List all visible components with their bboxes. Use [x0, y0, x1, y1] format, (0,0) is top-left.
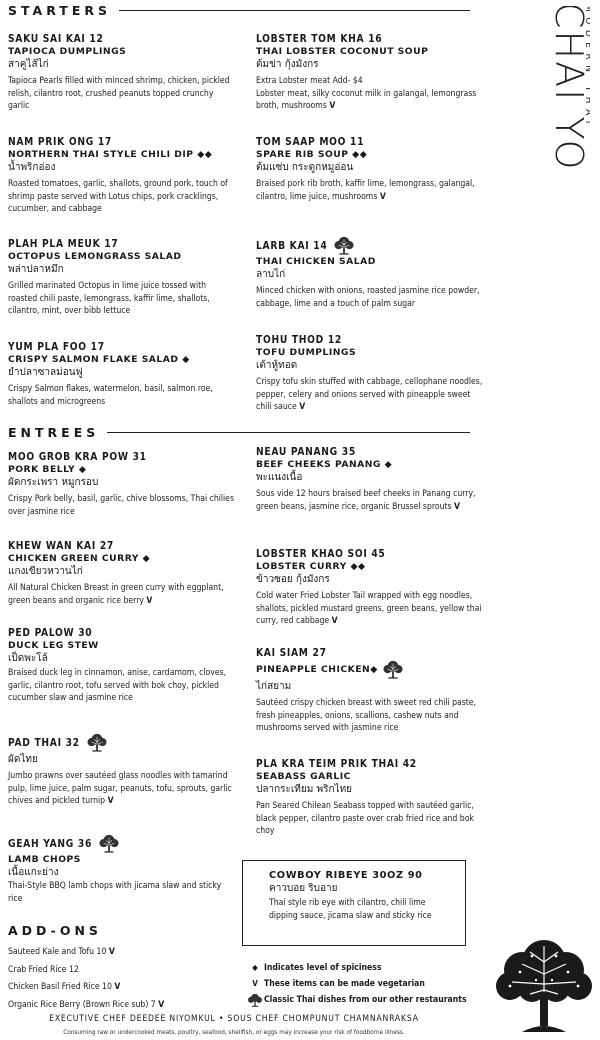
bodhi-tree-logo — [492, 932, 596, 1036]
item-thai-name: เป็ดพะโล้ — [8, 653, 48, 664]
menu-item — [8, 540, 236, 607]
item-thai-name: ผัดไทย — [8, 754, 38, 765]
item-name: NEAU PANANG 35 — [256, 447, 356, 458]
item-thai-name: ต้มแซ่บ กระดูกหมูอ่อน — [256, 162, 354, 173]
menu-item — [8, 238, 236, 318]
vegetarian-marker: V — [329, 101, 336, 112]
legend-classic: Classic Thai dishes from our other restaurants — [246, 992, 496, 1008]
menu-item — [256, 33, 484, 113]
item-subtitle: CRISPY SALMON FLAKE SALAD ◆ — [8, 354, 190, 365]
vegetarian-marker: V — [107, 796, 114, 807]
item-subtitle: THAI CHICKEN SALAD — [256, 256, 376, 267]
item-subtitle: BEEF CHEEKS PANANG ◆ — [256, 459, 393, 470]
item-subtitle: SEABASS GARLIC — [256, 771, 351, 782]
vegetarian-marker: V — [299, 402, 306, 413]
menu-item — [8, 341, 236, 408]
item-thai-name: สาคูไส้ไก่ — [8, 59, 49, 70]
item-name: LOBSTER KHAO SOI 45 — [256, 549, 386, 560]
section-title: ENTREES — [8, 425, 100, 440]
item-name: YUM PLA FOO 17 — [8, 342, 105, 353]
item-name: PED PALOW 30 — [8, 628, 93, 639]
menu-item — [256, 136, 484, 203]
item-name: NAM PRIK ONG 17 — [8, 137, 112, 148]
bodhi-tree-icon — [382, 660, 404, 680]
item-description: Jumbo prawns over sautéed glass noodles with tamarind pulp, lime juice, palm sugar, peanuts, tofu, sprouts, garlic chives and pickled turnip V — [8, 771, 232, 807]
item-name: SAKU SAI KAI 12 — [8, 34, 104, 45]
item-thai-name: ข้าวซอย กุ้งมังกร — [256, 574, 330, 585]
brand-tagline: MODERN THAI — [583, 6, 590, 129]
item-name: KAI SIAM 27 — [256, 648, 327, 659]
item-description: Tapioca Pearls filled with minced shrimp, chicken, pickled relish, cilantro root, crushed peanuts topped crunchy garlic — [8, 76, 230, 112]
brand-name: CHAI YO — [550, 6, 590, 172]
item-name: MOO GROB KRA POW 31 — [8, 452, 147, 463]
item-name: TOM SAAP MOO 11 — [256, 137, 365, 148]
item-name: LOBSTER TOM KHA 16 — [256, 34, 383, 45]
item-description: Extra Lobster meat Add- $4 Lobster meat, silky coconut milk in galangal, lemongrass broth, mushrooms V — [256, 76, 477, 112]
vegetarian-icon: V — [252, 979, 258, 988]
item-description: Minced chicken with onions, roasted jasmine rice powder, cabbage, lime and a touch of palm sugar — [256, 286, 480, 309]
item-thai-name: เต้าหู้ทอด — [256, 360, 298, 371]
item-subtitle: NORTHERN THAI STYLE CHILI DIP ◆◆ — [8, 149, 213, 160]
item-description: Cold water Fried Lobster Tail wrapped with egg noodles, shallots, pickled mustard greens, green beans, yellow thai curry, red cabbage V — [256, 591, 482, 627]
bodhi-tree-icon — [246, 993, 264, 1008]
item-description: Grilled marinated Octopus in lime juice tossed with roasted chili paste, lemongrass, kaffir lime, shallots, cilantro, mint, over bibb lettuce — [8, 281, 210, 317]
menu-item — [256, 548, 484, 628]
item-description: Thai style rib eye with cilantro, chili lime dipping sauce, jicama slaw and sticky rice — [269, 898, 432, 921]
bodhi-tree-icon — [86, 733, 108, 753]
item-name: PLA KRA TEIM PRIK THAI 42 — [256, 759, 417, 770]
item-subtitle: TOFU DUMPLINGS — [256, 347, 357, 358]
menu-item — [256, 446, 484, 513]
vegetarian-marker: V — [331, 616, 338, 627]
menu-item — [256, 236, 484, 310]
item-subtitle: OCTOPUS LEMONGRASS SALAD — [8, 251, 182, 262]
vegetarian-marker: V — [114, 982, 121, 992]
list-item: Chicken Basil Fried Rice 10 V — [8, 982, 121, 992]
divider — [107, 432, 470, 434]
menu-item — [8, 834, 236, 905]
item-subtitle: PORK BELLY ◆ — [8, 464, 87, 475]
item-thai-name: ต้มข่า กุ้งมังกร — [256, 59, 319, 70]
item-thai-name: น้ำพริกอ่อง — [8, 162, 56, 173]
item-thai-name: แกงเขียวหวานไก่ — [8, 566, 83, 577]
item-name: GEAH YANG 36 — [8, 834, 236, 854]
item-description: Sautéed crispy chicken breast with sweet red chili paste, fresh pineapples, onions, scallions, cashew nuts and mushrooms served with jasmine rice — [256, 698, 477, 734]
bodhi-tree-icon — [333, 236, 355, 256]
item-description: Crispy tofu skin stuffed with cabbage, cellophane noodles, pepper, celery and onions served with pineapple sweet chili sauce V — [256, 377, 483, 413]
bodhi-tree-icon — [98, 834, 120, 854]
item-description: Braised pork rib broth, kaffir lime, lemongrass, galangal, cilantro, lime juice, mushrooms V — [256, 179, 475, 202]
section-starters — [8, 3, 470, 18]
item-name: LARB KAI 14 — [256, 236, 484, 256]
item-thai-name: เนื้อแกะย่าง — [8, 867, 59, 878]
menu-item — [8, 627, 236, 705]
divider — [119, 10, 470, 12]
section-title: ADD-ONS — [8, 923, 102, 938]
vegetarian-marker: V — [158, 999, 165, 1010]
item-thai-name: ไก่สยาม — [256, 681, 292, 692]
vegetarian-marker: V — [454, 501, 460, 512]
section-title: STARTERS — [8, 3, 111, 18]
legend-vegetarian: V These items can be made vegetarian — [246, 976, 496, 992]
vegetarian-marker: V — [108, 947, 115, 957]
health-warning: Consuming raw or undercooked meats, poultry, seafood, shellfish, or eggs may increase your risk of foodborne illness. — [63, 1028, 405, 1036]
menu-item — [256, 647, 484, 735]
legend-spicy: ◆ Indicates level of spiciness — [246, 960, 496, 976]
menu-item — [256, 334, 484, 414]
list-item: Sauteed Kale and Tofu 10 V — [8, 947, 115, 957]
item-thai-name: ผัดกระเพรา หมูกรอบ — [8, 477, 99, 488]
menu-item — [8, 451, 236, 518]
addons-list — [8, 944, 228, 1014]
featured-item-box — [242, 860, 466, 946]
item-thai-name: ปลากระเทียม พริกไทย — [256, 784, 353, 795]
item-thai-name: พะแนงเนื้อ — [256, 472, 303, 483]
item-description: Braised duck leg in cinnamon, anise, cardamom, cloves, garlic, cilantro root, tofu served with bok choy, pickled cucumber slaw and jasmine rice — [8, 668, 227, 704]
item-description: Sous vide 12 hours braised beef cheeks in Panang curry, green beans, jasmine rice, organic Brussel sprouts V — [256, 489, 476, 512]
list-item: Crab Fried Rice 12 — [8, 964, 79, 975]
menu-item — [8, 33, 236, 113]
diamond-icon: ◆ — [252, 963, 258, 972]
item-subtitle: SPARE RIB SOUP ◆◆ — [256, 149, 368, 160]
item-subtitle: DUCK LEG STEW — [8, 640, 99, 651]
menu-item — [8, 136, 236, 216]
item-description: Crispy Salmon flakes, watermelon, basil, salmon roe, shallots and microgreens — [8, 384, 213, 407]
list-item: Organic Rice Berry (Brown Rice sub) 7 V — [8, 999, 165, 1010]
item-description: Thai-Style BBQ lamb chops with jicama slaw and sticky rice — [8, 881, 222, 904]
item-subtitle: LAMB CHOPS — [8, 854, 81, 865]
item-thai-name: ลาบไก่ — [256, 269, 286, 280]
item-subtitle: CHICKEN GREEN CURRY ◆ — [8, 553, 151, 564]
item-name: PAD THAI 32 — [8, 733, 236, 753]
item-thai-name: ยำปลาซาลม่อนฟู — [8, 367, 83, 378]
item-name: COWBOY RIBEYE 30OZ 90 — [269, 870, 423, 881]
item-description: Pan Seared Chilean Seabass topped with sautéed garlic, black pepper, cilantro paste over crab fried rice and bok choy — [256, 801, 474, 837]
item-description: All Natural Chicken Breast in green curry with eggplant, green beans and organic rice berry V — [8, 583, 224, 606]
item-subtitle: PINEAPPLE CHICKEN◆ — [256, 660, 484, 680]
item-name: PLAH PLA MEUK 17 — [8, 239, 119, 250]
item-description: Roasted tomatoes, garlic, shallots, ground pork, touch of shrimp paste served with Lotus chips, pork cracklings, cucumber, and cabbage — [8, 179, 228, 215]
item-subtitle: LOBSTER CURRY ◆◆ — [256, 561, 366, 572]
item-name: TOHU THOD 12 — [256, 335, 343, 346]
item-thai-name: คาวบอย ริบอาย — [269, 883, 338, 894]
brand-logo — [550, 6, 590, 181]
item-description: Crispy Pork belly, basil, garlic, chive blossoms, Thai chilies over jasmine rice — [8, 494, 234, 517]
vegetarian-marker: V — [379, 191, 386, 202]
legend — [246, 960, 496, 1008]
menu-item — [8, 733, 236, 808]
section-addons — [8, 923, 208, 938]
chef-credits: EXECUTIVE CHEF DEEDEE NIYOMKUL • SOUS CHEF CHOMPUNUT CHAMNANRAKSA — [49, 1014, 419, 1024]
vegetarian-marker: V — [146, 595, 153, 606]
item-subtitle: TAPIOCA DUMPLINGS — [8, 46, 127, 57]
item-thai-name: พล่าปลาหมึก — [8, 264, 64, 275]
item-name: KHEW WAN KAI 27 — [8, 541, 114, 552]
section-entrees — [8, 425, 470, 440]
menu-item — [256, 758, 484, 838]
item-subtitle: THAI LOBSTER COCONUT SOUP — [256, 46, 429, 57]
